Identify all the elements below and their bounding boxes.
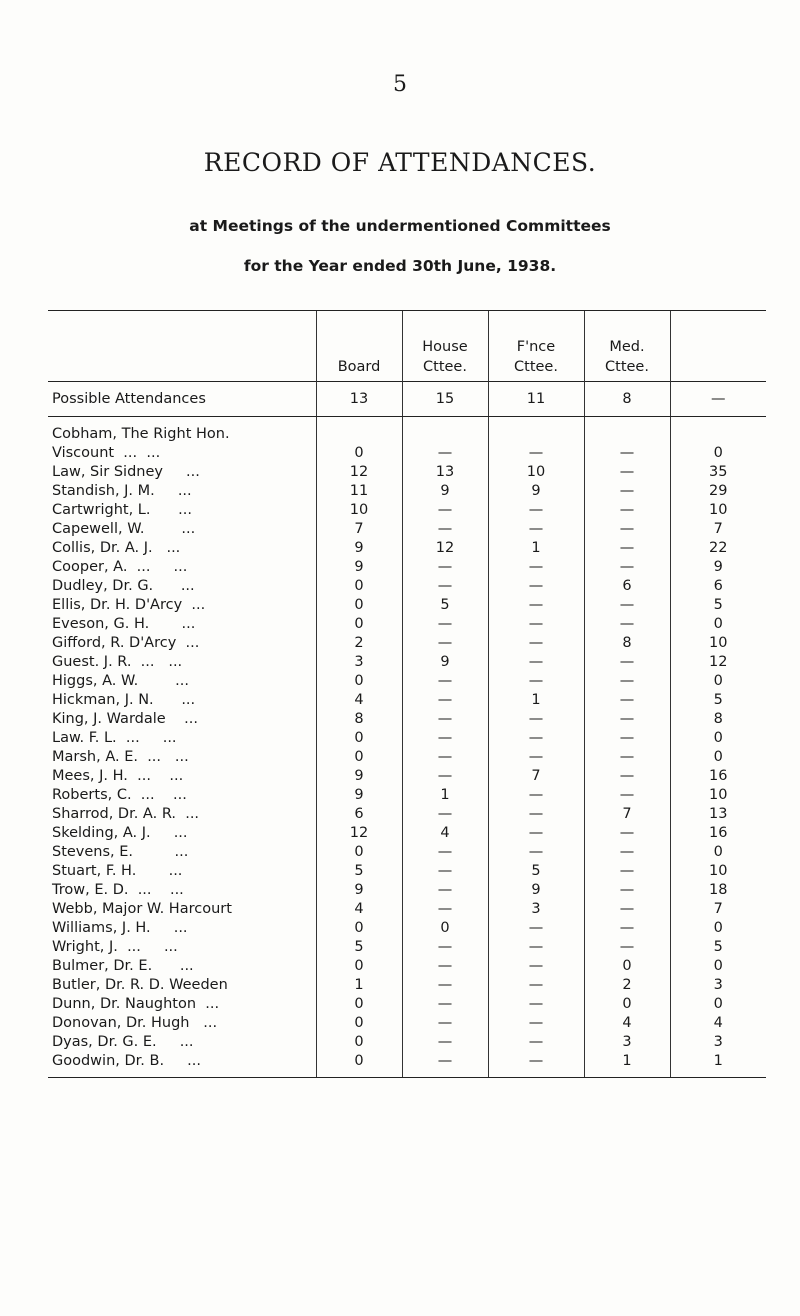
table-row: [48, 1052, 766, 1078]
board-count: 0: [316, 672, 402, 691]
member-name: Donovan, Dr. Hugh ...: [52, 1015, 218, 1031]
member-name: Mees, J. H. ... ...: [52, 768, 184, 784]
total-count: 0: [670, 748, 766, 767]
house-count: —: [402, 938, 488, 957]
board-count: 4: [316, 691, 402, 710]
med-count: —: [584, 463, 670, 482]
med-count: 7: [584, 805, 670, 824]
med-count: 8: [584, 634, 670, 653]
house-count: —: [402, 558, 488, 577]
house-count: —: [402, 862, 488, 881]
board-count: 7: [316, 520, 402, 539]
total-count: 5: [670, 596, 766, 615]
med-count: —: [584, 558, 670, 577]
member-name: Dyas, Dr. G. E. ...: [52, 1034, 194, 1050]
member-name: Dudley, Dr. G. ...: [52, 578, 195, 594]
med-count: —: [584, 729, 670, 748]
member-name: Hickman, J. N. ...: [52, 692, 196, 708]
table-row: [48, 748, 766, 767]
member-name: Capewell, W. ...: [52, 521, 196, 537]
table-row: [48, 463, 766, 482]
board-count: 10: [316, 501, 402, 520]
member-name: Law, Sir Sidney ...: [52, 464, 200, 480]
possible-total: —: [670, 382, 766, 417]
fnce-count: 5: [488, 862, 584, 881]
member-name: Marsh, A. E. ... ...: [52, 749, 189, 765]
med-count: —: [584, 881, 670, 900]
house-count: 4: [402, 824, 488, 843]
house-count: —: [402, 672, 488, 691]
fnce-count: —: [488, 995, 584, 1014]
med-count: —: [584, 672, 670, 691]
house-count: 12: [402, 539, 488, 558]
house-count: 0: [402, 919, 488, 938]
house-count: 9: [402, 482, 488, 501]
total-count: 0: [670, 729, 766, 748]
med-count: —: [584, 710, 670, 729]
total-count: 0: [670, 444, 766, 463]
board-count: 0: [316, 1052, 402, 1078]
total-count: 0: [670, 995, 766, 1014]
med-count: —: [584, 919, 670, 938]
board-count: 9: [316, 539, 402, 558]
table-row: [48, 634, 766, 653]
board-count: 3: [316, 653, 402, 672]
member-name: Williams, J. H. ...: [52, 920, 188, 936]
header-row: [48, 311, 766, 382]
fnce-count: —: [488, 653, 584, 672]
table-row: [48, 577, 766, 596]
member-name: Eveson, G. H. ...: [52, 616, 196, 632]
house-count: —: [402, 729, 488, 748]
fnce-count: —: [488, 1033, 584, 1052]
table-row: [48, 501, 766, 520]
total-count: 35: [670, 463, 766, 482]
member-name: Butler, Dr. R. D. Weeden: [52, 977, 228, 993]
board-count: 9: [316, 767, 402, 786]
fnce-count: —: [488, 919, 584, 938]
member-name: Higgs, A. W. ...: [52, 673, 189, 689]
member-name: Stevens, E. ...: [52, 844, 189, 860]
house-count: 13: [402, 463, 488, 482]
board-count: 5: [316, 862, 402, 881]
med-count: —: [584, 748, 670, 767]
table-row: [48, 482, 766, 501]
page-number: 5: [393, 72, 407, 97]
table-row: [48, 976, 766, 995]
fnce-count: —: [488, 501, 584, 520]
table-row: [48, 995, 766, 1014]
house-count: —: [402, 615, 488, 634]
house-count: —: [402, 1052, 488, 1078]
med-count: —: [584, 938, 670, 957]
possible-house: 15: [402, 382, 488, 417]
member-name: Roberts, C. ... ...: [52, 787, 187, 803]
med-count: 1: [584, 1052, 670, 1078]
board-count: 9: [316, 881, 402, 900]
table-row: [48, 558, 766, 577]
member-name: Bulmer, Dr. E. ...: [52, 958, 194, 974]
table-row: [48, 919, 766, 938]
table-row: [48, 596, 766, 615]
total-count: 13: [670, 805, 766, 824]
table-row: [48, 691, 766, 710]
member-name: Goodwin, Dr. B. ...: [48, 1052, 316, 1078]
board-count: 4: [316, 900, 402, 919]
member-name: Cobham, The Right Hon.: [52, 426, 230, 442]
possible-label: Possible Attendances: [48, 382, 316, 417]
header-name-cell: [48, 311, 316, 382]
total-count: 0: [670, 843, 766, 862]
table-row: [48, 786, 766, 805]
possible-board: 13: [316, 382, 402, 417]
member-name: Stuart, F. H. ...: [52, 863, 183, 879]
total-count: 0: [670, 672, 766, 691]
possible-fnce: 11: [488, 382, 584, 417]
med-count: —: [584, 653, 670, 672]
fnce-count: —: [488, 634, 584, 653]
total-count: 1: [670, 1052, 766, 1078]
med-count: —: [584, 824, 670, 843]
total-count: 9: [670, 558, 766, 577]
total-count: 18: [670, 881, 766, 900]
med-count: —: [584, 691, 670, 710]
med-count: 4: [584, 1014, 670, 1033]
med-count: —: [584, 786, 670, 805]
fnce-count: —: [488, 596, 584, 615]
med-count: 0: [584, 995, 670, 1014]
house-count: —: [402, 634, 488, 653]
board-count: 0: [316, 919, 402, 938]
total-count: 5: [670, 938, 766, 957]
med-count: —: [584, 444, 670, 463]
fnce-count: —: [488, 444, 584, 463]
board-count: 8: [316, 710, 402, 729]
table-row: [48, 653, 766, 672]
total-count: 0: [670, 919, 766, 938]
member-name: Cartwright, L. ...: [52, 502, 192, 518]
house-count: —: [402, 805, 488, 824]
house-count: —: [402, 1033, 488, 1052]
member-name: Dunn, Dr. Naughton ...: [52, 996, 220, 1012]
member-name-continued: Viscount ... ...: [52, 445, 161, 461]
table-row: [48, 900, 766, 919]
house-count: —: [402, 691, 488, 710]
house-count: —: [402, 748, 488, 767]
house-count: —: [402, 900, 488, 919]
table-row: [48, 672, 766, 691]
table-row: [48, 805, 766, 824]
total-count: 3: [670, 976, 766, 995]
total-count: 7: [670, 900, 766, 919]
board-count: 0: [316, 1033, 402, 1052]
house-count: —: [402, 520, 488, 539]
house-count: —: [402, 995, 488, 1014]
board-count: 0: [316, 1014, 402, 1033]
fnce-count: 1: [488, 539, 584, 558]
table-row: [48, 1033, 766, 1052]
fnce-count: —: [488, 729, 584, 748]
member-name: Gifford, R. D'Arcy ...: [52, 635, 200, 651]
fnce-count: —: [488, 577, 584, 596]
board-count: 11: [316, 482, 402, 501]
page-title: RECORD OF ATTENDANCES.: [203, 148, 597, 177]
house-count: —: [402, 444, 488, 463]
subtitle-line-1: at Meetings of the undermentioned Committees: [189, 217, 611, 235]
table-row: [48, 425, 766, 444]
med-count: —: [584, 900, 670, 919]
fnce-count: —: [488, 957, 584, 976]
board-count: 5: [316, 938, 402, 957]
board-count: 9: [316, 786, 402, 805]
fnce-count: 1: [488, 691, 584, 710]
fnce-count: 9: [488, 881, 584, 900]
fnce-count: —: [488, 938, 584, 957]
header-total: [670, 311, 766, 382]
member-name: Guest. J. R. ... ...: [52, 654, 183, 670]
possible-med: 8: [584, 382, 670, 417]
board-count: 9: [316, 558, 402, 577]
total-count: 4: [670, 1014, 766, 1033]
possible-attendances-row: [48, 382, 766, 417]
board-count: 12: [316, 824, 402, 843]
fnce-count: 10: [488, 463, 584, 482]
board-count: 2: [316, 634, 402, 653]
house-count: —: [402, 843, 488, 862]
table-row: [48, 539, 766, 558]
board-count: 0: [316, 444, 402, 463]
med-count: —: [584, 482, 670, 501]
total-count: 16: [670, 767, 766, 786]
total-count: 10: [670, 862, 766, 881]
table-row: [48, 615, 766, 634]
house-count: 5: [402, 596, 488, 615]
table-row: [48, 824, 766, 843]
board-count: 0: [316, 843, 402, 862]
fnce-count: —: [488, 976, 584, 995]
med-count: 6: [584, 577, 670, 596]
med-count: 3: [584, 1033, 670, 1052]
member-name: King, J. Wardale ...: [52, 711, 198, 727]
attendance-table: [48, 310, 766, 1078]
total-count: 22: [670, 539, 766, 558]
member-name: Collis, Dr. A. J. ...: [52, 540, 181, 556]
member-name: Standish, J. M. ...: [52, 483, 192, 499]
med-count: —: [584, 520, 670, 539]
table-row: [48, 843, 766, 862]
fnce-count: —: [488, 1052, 584, 1078]
board-count: 6: [316, 805, 402, 824]
table-row: [48, 1014, 766, 1033]
total-count: 8: [670, 710, 766, 729]
table-row: [48, 520, 766, 539]
table-row: [48, 881, 766, 900]
board-count: 0: [316, 615, 402, 634]
fnce-count: —: [488, 805, 584, 824]
table-row: [48, 957, 766, 976]
fnce-count: —: [488, 672, 584, 691]
house-count: —: [402, 976, 488, 995]
table-row: [48, 710, 766, 729]
house-count: —: [402, 881, 488, 900]
total-count: 16: [670, 824, 766, 843]
fnce-count: —: [488, 843, 584, 862]
house-count: 9: [402, 653, 488, 672]
board-count: 1: [316, 976, 402, 995]
board-count: 0: [316, 729, 402, 748]
total-count: 5: [670, 691, 766, 710]
fnce-count: 7: [488, 767, 584, 786]
med-count: —: [584, 615, 670, 634]
subtitle-line-2: for the Year ended 30th June, 1938.: [243, 257, 557, 275]
total-count: 12: [670, 653, 766, 672]
table-row: [48, 444, 766, 463]
house-count: —: [402, 767, 488, 786]
header-board: Board: [316, 311, 402, 382]
fnce-count: —: [488, 824, 584, 843]
member-name: Skelding, A. J. ...: [52, 825, 188, 841]
board-count: 0: [316, 748, 402, 767]
med-count: —: [584, 596, 670, 615]
house-count: —: [402, 1014, 488, 1033]
board-count: 0: [316, 596, 402, 615]
med-count: —: [584, 862, 670, 881]
member-name: Webb, Major W. Harcourt: [52, 901, 232, 917]
house-count: —: [402, 957, 488, 976]
member-name: Ellis, Dr. H. D'Arcy ...: [52, 597, 206, 613]
total-count: 0: [670, 615, 766, 634]
total-count: 7: [670, 520, 766, 539]
house-count: —: [402, 577, 488, 596]
total-count: 10: [670, 786, 766, 805]
med-count: 0: [584, 957, 670, 976]
table-row: [48, 729, 766, 748]
table-row: [48, 767, 766, 786]
member-name: Law. F. L. ... ...: [52, 730, 177, 746]
med-count: —: [584, 539, 670, 558]
house-count: —: [402, 710, 488, 729]
total-count: 3: [670, 1033, 766, 1052]
fnce-count: —: [488, 520, 584, 539]
fnce-count: 3: [488, 900, 584, 919]
board-count: 0: [316, 957, 402, 976]
total-count: 10: [670, 634, 766, 653]
board-count: 0: [316, 995, 402, 1014]
fnce-count: —: [488, 558, 584, 577]
med-count: —: [584, 767, 670, 786]
house-count: 1: [402, 786, 488, 805]
header-fnce: F'nce Cttee.: [488, 311, 584, 382]
med-count: —: [584, 843, 670, 862]
total-count: 10: [670, 501, 766, 520]
member-name: Trow, E. D. ... ...: [52, 882, 184, 898]
fnce-count: —: [488, 1014, 584, 1033]
fnce-count: —: [488, 710, 584, 729]
med-count: —: [584, 501, 670, 520]
member-name: Wright, J. ... ...: [52, 939, 178, 955]
fnce-count: —: [488, 615, 584, 634]
header-med: Med. Cttee.: [584, 311, 670, 382]
board-count: 12: [316, 463, 402, 482]
fnce-count: —: [488, 748, 584, 767]
house-count: —: [402, 501, 488, 520]
med-count: 2: [584, 976, 670, 995]
header-house: House Cttee.: [402, 311, 488, 382]
table-row: [48, 862, 766, 881]
fnce-count: —: [488, 786, 584, 805]
member-name: Cooper, A. ... ...: [52, 559, 188, 575]
total-count: 29: [670, 482, 766, 501]
board-count: 0: [316, 577, 402, 596]
table-row: [48, 938, 766, 957]
total-count: 6: [670, 577, 766, 596]
fnce-count: 9: [488, 482, 584, 501]
total-count: 0: [670, 957, 766, 976]
member-name: Sharrod, Dr. A. R. ...: [52, 806, 200, 822]
